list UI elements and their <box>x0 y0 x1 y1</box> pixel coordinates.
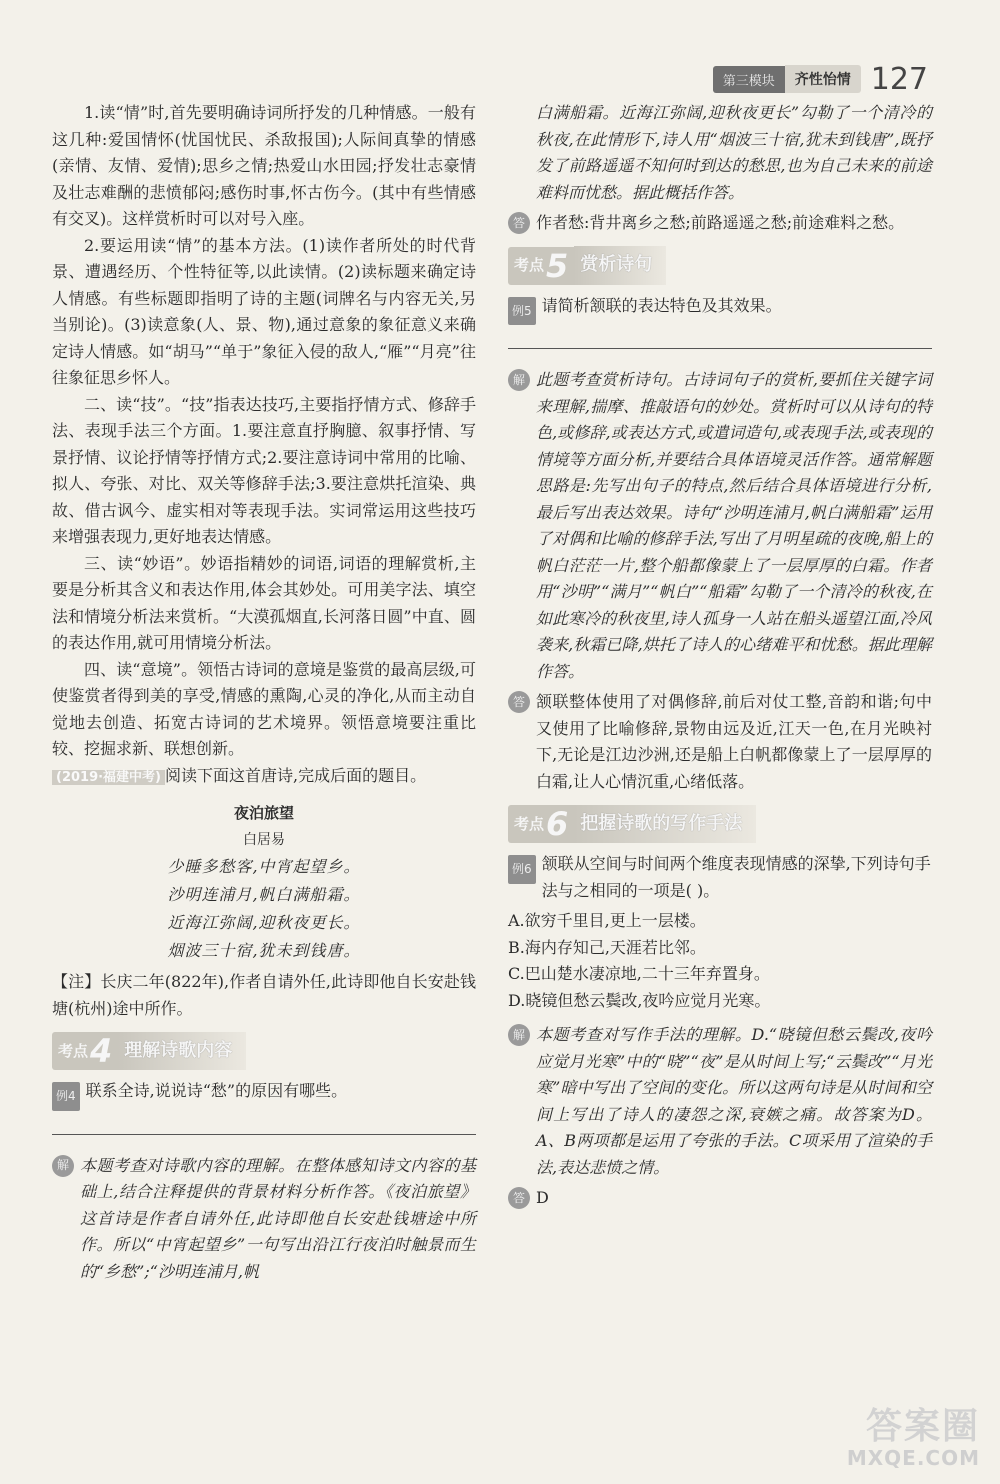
watermark-logo <box>810 1398 980 1470</box>
right-column <box>508 100 932 1216</box>
analysis-text: 本题考查对诗歌内容的理解。在整体感知诗文内容的基础上,结合注释提供的背景材料分析作答。《夜泊旅望》这首诗是作者自请外任,此诗即他自长安赴钱塘途中所作。所以“中宵起望乡”一句写出沿江行夜泊时触景而生的“乡愁”;“沙明连浦月,帆 <box>80 1155 476 1281</box>
poem-line: 近海江弥阔,迎秋夜更长。 <box>167 913 361 932</box>
section-number: 5 <box>546 246 569 285</box>
exam-source-tag: (2019·福建中考) <box>52 770 165 785</box>
section-badge <box>52 1032 118 1070</box>
page-number: 127 <box>870 61 928 97</box>
analysis-text: 本题考查对写作手法的理解。D.“晓镜但愁云鬓改,夜吟应觉月光寒”中的“晓”“夜”是从时间上写;“云鬓改”“月光寒”暗中写出了空间的变化。所以这两句诗是从时间和空间上写出了诗人的凄怨之深,衰嫉之痛。故答案为D。A、B两项都是运用了夸张的手法。C项采用了渲染的手法,表达悲愤之情。 <box>536 1025 932 1177</box>
method-paragraph: 三、读“妙语”。妙语指精妙的词语,词语的理解赏析,主要是分析其含义和表达作用,体会其妙处。可用美字法、填空法和情境分析法来赏析。“大漠孤烟直,长河落日圆”中直、圆的表达作用,就可用情境分析法。 <box>52 553 476 652</box>
section-badge-label: 考点 <box>514 814 545 833</box>
answer-line <box>508 347 932 349</box>
analysis-text: 此题考查赏析诗句。古诗词句子的赏析,要抓住关键字词来理解,揣摩、推敲语句的妙处。赏析时可以从诗句的特色,或修辞,或表达方式,或遣词造句,或表现手法,或表现的情境等方面分析,并要结合具体语境灵活作答。通常解题思路是:先写出句子的特点,然后结合具体语境进行分析,最后写出表达效果。诗句“沙明连浦月,帆白满船霜”运用了对偶和比喻的修辞手法,写出了月明星疏的夜晚,船上的帆白茫茫一片,整个船都像蒙上了一层厚厚的白霜。作者用“沙明”“满月”“帆白”“船霜”勾勒了一个清冷的秋夜,在如此寒冷的秋夜里,诗人孤身一人站在船头遥望江面,冷风袭来,秋霜已降,烘托了诗人的心绪难平和忧愁。据此理解作答。 <box>536 370 932 681</box>
answer-5 <box>508 689 932 795</box>
poem-line: 沙明连浦月,帆白满船霜。 <box>167 885 361 904</box>
question-text: 颔联从空间与时间两个维度表现情感的深挚,下列诗句手法与之相同的一项是( )。 <box>541 854 931 900</box>
section-banner-4 <box>52 1032 476 1070</box>
section-number: 6 <box>546 805 569 843</box>
exam-intro-text: 阅读下面这首唐诗,完成后面的题目。 <box>165 765 427 785</box>
section-badge-label: 考点 <box>514 256 545 275</box>
watermark-url: MXQE.COM <box>846 1446 980 1470</box>
analysis-icon: 解 <box>52 1155 74 1177</box>
answer-icon: 答 <box>508 212 530 234</box>
section-badge <box>508 247 574 285</box>
answer-icon: 答 <box>508 1187 530 1209</box>
header-section-tab: 齐性怡情 <box>785 65 861 93</box>
example-badge: 例6 <box>508 855 536 884</box>
page-header <box>713 61 928 97</box>
answer-text: D <box>536 1188 549 1207</box>
analysis-icon: 解 <box>508 369 530 391</box>
question-text: 联系全诗,说说诗“愁”的原因有哪些。 <box>85 1081 348 1100</box>
answer-4 <box>508 210 932 237</box>
option-b: B.海内存知己,天涯若比邻。 <box>508 937 706 957</box>
question-6 <box>508 851 932 904</box>
section-number: 4 <box>90 1032 113 1070</box>
example-badge: 例4 <box>52 1082 80 1111</box>
watermark-title: 答案圈 <box>865 1406 980 1447</box>
option-c: C.巴山楚水凄凉地,二十三年弃置身。 <box>508 964 770 983</box>
poem-author: 白居易 <box>243 832 285 848</box>
poem-line: 烟波三十宿,犹未到钱唐。 <box>167 941 361 960</box>
option-d: D.晓镜但愁云鬓改,夜吟应觉月光寒。 <box>508 990 771 1010</box>
answer-icon: 答 <box>508 691 530 713</box>
analysis-continued: 白满船霜。近海江弥阔,迎秋夜更长”勾勒了一个清冷的秋夜,在此情形下,诗人用“烟波三十宿,犹未到钱唐”,既抒发了前路遥遥不知何时到达的愁思,也为自己未来的前途难料而忧愁。据此概括作答。 <box>536 103 932 202</box>
section-title: 把握诗歌的写作手法 <box>574 805 756 844</box>
poem-line: 少睡多愁客,中宵起望乡。 <box>167 857 361 876</box>
poem <box>52 799 476 965</box>
method-paragraph: 1.读“情”时,首先要明确诗词所抒发的几种情感。一般有这几种:爱国情怀(忧国忧民、杀敌报国);人际间真挚的情感(亲情、友情、爱情);思乡之情;热爱山水田园;抒发壮志豪情及壮志难酬的悲愤郁闷;感伤时事,怀古伤今。(其中有些情感有交叉)。这样赏析时可以对号入座。 <box>52 103 476 228</box>
section-banner-5 <box>508 247 932 285</box>
exam-intro <box>52 763 476 792</box>
poem-note: 【注】长庆二年(822年),作者自请外任,此诗即他自长安赴钱塘(杭州)途中所作。 <box>52 972 476 1018</box>
answer-6 <box>508 1185 932 1212</box>
section-badge-label: 考点 <box>58 1041 89 1060</box>
poem-title: 夜泊旅望 <box>233 804 294 822</box>
option-a: A.欲穷千里目,更上一层楼。 <box>508 911 706 930</box>
section-banner-6 <box>508 805 932 843</box>
section-title: 理解诗歌内容 <box>118 1032 246 1071</box>
method-paragraph: 四、读“意境”。领悟古诗词的意境是鉴赏的最高层级,可使鉴赏者得到美的享受,情感的熏陶,心灵的净化,从而主动自觉地去创造、拓宽古诗词的艺术境界。领悟意境要注重比较、挖掘求新、联想创新。 <box>52 659 476 758</box>
analysis-6 <box>508 1022 932 1181</box>
question-4 <box>52 1078 476 1111</box>
method-paragraph: 二、读“技”。“技”指表达技巧,主要指抒情方式、修辞手法、表现手法三个方面。1.要注意直抒胸臆、叙事抒情、写景抒情、议论抒情等抒情方式;2.要注意诗词中常用的比喻、拟人、夸张、对比、双关等修辞手法;3.要注意烘托渲染、典故、借古讽今、虚实相对等表现手法。实词常运用这些技巧来增强表现力,更好地表达情感。 <box>52 394 476 546</box>
answer-text: 作者愁:背井离乡之愁;前路遥遥之愁;前途难料之愁。 <box>536 213 905 232</box>
left-column <box>52 100 476 1289</box>
analysis-5 <box>508 367 932 685</box>
answer-line <box>52 1133 476 1135</box>
analysis-icon: 解 <box>508 1024 530 1046</box>
section-badge <box>508 805 574 843</box>
method-paragraph: 2.要运用读“情”的基本方法。(1)读作者所处的时代背景、遭遇经历、个性特征等,以此读情。(2)读标题来确定诗人情感。有些标题即指明了诗的主题(词牌名与内容无关,另当别论)。(3)读意象(人、景、物),通过意象的象征意义来确定诗人情感。如“胡马”“单于”象征入侵的敌人,“雁”“月亮”往往象征思乡怀人。 <box>52 235 476 387</box>
example-badge: 例5 <box>508 297 536 326</box>
answer-text: 颔联整体使用了对偶修辞,前后对仗工整,音韵和谐;句中又使用了比喻修辞,景物由远及近,江天一色,在月光映衬下,无论是江边沙洲,还是船上白帆都像蒙上了一层厚厚的白霜,让人心情沉重,心绪低落。 <box>536 692 932 791</box>
header-module-tab: 第三模块 <box>713 66 785 93</box>
question-5 <box>508 293 932 326</box>
question-text: 请简析颔联的表达特色及其效果。 <box>541 295 782 315</box>
section-title: 赏析诗句 <box>574 246 666 285</box>
analysis-4 <box>52 1153 476 1286</box>
